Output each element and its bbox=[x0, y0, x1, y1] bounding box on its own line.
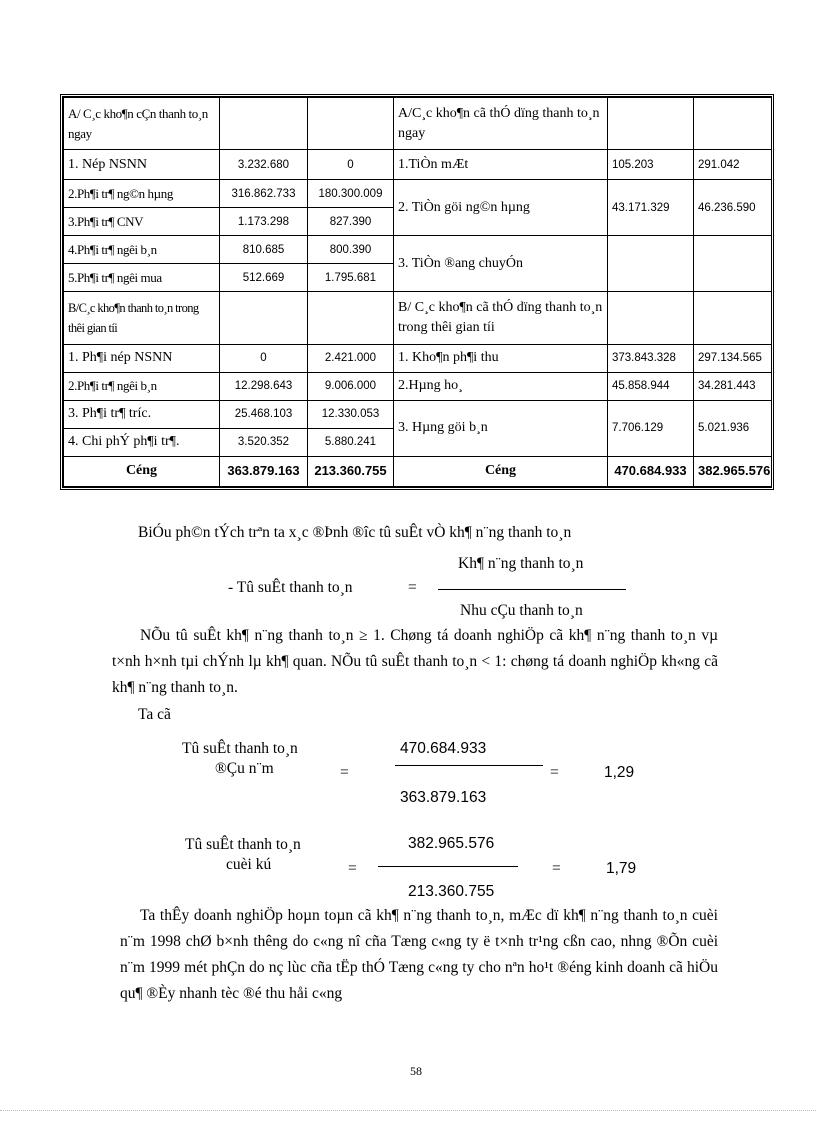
cell: 34.281.443 bbox=[694, 372, 772, 400]
balance-table bbox=[60, 94, 774, 490]
cell: B/C¸c kho¶n thanh to¸n trong thêi gian tíi bbox=[64, 292, 220, 344]
calc2-equals-2: = bbox=[552, 860, 561, 877]
calc1-equals: = bbox=[340, 764, 349, 781]
paragraph-1: NÕu tû suÊt kh¶ n¨ng thanh to¸n ≥ 1. Chøng tá doanh nghiÖp cã kh¶ n¨ng thanh to¸n vµ t×nh h×nh tµi chÝnh lµ kh¶ quan. NÕu tû suÊt thanh to¸n < 1: chøng tá doanh nghiÖp kh«ng cã kh¶ n¨ng thanh to¸n. bbox=[112, 627, 718, 696]
cell: 0 bbox=[220, 344, 308, 372]
table-row bbox=[64, 292, 772, 344]
calc2-numerator: 382.965.576 bbox=[408, 835, 495, 852]
cell: 9.006.000 bbox=[308, 372, 394, 400]
table-row bbox=[64, 344, 772, 372]
cell: 3.Ph¶i tr¶ CNV bbox=[64, 208, 220, 236]
cell: 373.843.328 bbox=[608, 344, 694, 372]
cell: 7.706.129 bbox=[608, 400, 694, 456]
page-edge-divider bbox=[0, 1110, 816, 1111]
page-number: 58 bbox=[410, 1064, 422, 1078]
calc2-label-1: Tû suÊt thanh to¸n bbox=[185, 836, 301, 853]
fraction-line bbox=[438, 589, 626, 590]
cell: 2.Ph¶i tr¶ ng©n hµng bbox=[64, 180, 220, 208]
calc1-numerator: 470.684.933 bbox=[400, 740, 487, 757]
calc1-denominator: 363.879.163 bbox=[400, 789, 487, 806]
cell bbox=[308, 292, 394, 344]
cell: 470.684.933 bbox=[608, 456, 694, 486]
table-row bbox=[64, 236, 772, 264]
cell: 297.134.565 bbox=[694, 344, 772, 372]
cell: 46.236.590 bbox=[694, 180, 772, 236]
cell: B/ C¸c kho¶n cã thÓ dïng thanh to¸n trong thêi gian tíi bbox=[394, 292, 608, 344]
table-row bbox=[64, 98, 772, 150]
cell bbox=[608, 236, 694, 292]
cell: 5.Ph¶i tr¶ ngêi mua bbox=[64, 264, 220, 292]
cell bbox=[694, 292, 772, 344]
cell: 12.298.643 bbox=[220, 372, 308, 400]
cell: 2.Ph¶i tr¶ ngêi b¸n bbox=[64, 372, 220, 400]
cell: 1.173.298 bbox=[220, 208, 308, 236]
calc2-result: 1,79 bbox=[606, 860, 637, 877]
cell: 105.203 bbox=[608, 150, 694, 180]
table-row bbox=[64, 180, 772, 208]
cell: 810.685 bbox=[220, 236, 308, 264]
cell bbox=[608, 98, 694, 150]
cell: 43.171.329 bbox=[608, 180, 694, 236]
cell bbox=[220, 292, 308, 344]
table-row bbox=[64, 150, 772, 180]
cell: 4. Chi phÝ ph¶i tr¶. bbox=[64, 428, 220, 456]
cell: A/ C¸c kho¶n cÇn thanh to¸n ngay bbox=[64, 98, 220, 150]
cell: 2.Hµng ho¸ bbox=[394, 372, 608, 400]
cell: 3. TiÒn ®ang chuyÓn bbox=[394, 236, 608, 292]
cell: Céng bbox=[394, 456, 608, 486]
cell: 800.390 bbox=[308, 236, 394, 264]
formula-label: - Tû suÊt thanh to¸n bbox=[228, 579, 353, 596]
cell: 1. Kho¶n ph¶i thu bbox=[394, 344, 608, 372]
cell bbox=[308, 98, 394, 150]
cell: A/C¸c kho¶n cã thÓ dïng thanh to¸n ngay bbox=[394, 98, 608, 150]
cell: 2.421.000 bbox=[308, 344, 394, 372]
fraction-line bbox=[395, 765, 543, 766]
cell: 5.021.936 bbox=[694, 400, 772, 456]
calc1-equals-2: = bbox=[550, 764, 559, 781]
cell: 316.862.733 bbox=[220, 180, 308, 208]
cell bbox=[694, 236, 772, 292]
calc2-denominator: 213.360.755 bbox=[408, 883, 495, 900]
cell: 12.330.053 bbox=[308, 400, 394, 428]
calc1-result: 1,29 bbox=[604, 764, 635, 781]
taco-text: Ta cã bbox=[138, 706, 171, 723]
cell: 1.795.681 bbox=[308, 264, 394, 292]
cell: 213.360.755 bbox=[308, 456, 394, 486]
cell: 25.468.103 bbox=[220, 400, 308, 428]
cell: 3.520.352 bbox=[220, 428, 308, 456]
calc1-label-2: ®Çu n¨m bbox=[215, 760, 274, 777]
cell: 0 bbox=[308, 150, 394, 180]
cell: 5.880.241 bbox=[308, 428, 394, 456]
fraction-line bbox=[378, 866, 518, 867]
cell: 363.879.163 bbox=[220, 456, 308, 486]
calc2-label-2: cuèi kú bbox=[226, 856, 272, 873]
cell: 512.669 bbox=[220, 264, 308, 292]
cell: 3. Hµng göi b¸n bbox=[394, 400, 608, 456]
formula-numerator: Kh¶ n¨ng thanh to¸n bbox=[458, 555, 584, 572]
cell bbox=[694, 98, 772, 150]
cell bbox=[220, 98, 308, 150]
cell: 45.858.944 bbox=[608, 372, 694, 400]
paragraph-2: Ta thÊy doanh nghiÖp hoµn toµn cã kh¶ n¨ng thanh to¸n, mÆc dï kh¶ n¨ng thanh to¸n cuèi n¨m 1998 chØ b×nh thêng do c«ng nî cña Tæng c«ng ty ë t×nh tr¹ng cßn cao, nhng ®Õn cuèi n¨m 1999 mét phÇn do nç lùc cña tËp thÓ Tæng c«ng ty cho nªn ho¹t ®éng kinh doanh cã hiÖu qu¶ ®Èy nhanh tèc ®é thu håi c«ng bbox=[120, 907, 718, 1002]
cell: 3.232.680 bbox=[220, 150, 308, 180]
cell: 291.042 bbox=[694, 150, 772, 180]
cell: 3. Ph¶i tr¶ tríc. bbox=[64, 400, 220, 428]
cell: 827.390 bbox=[308, 208, 394, 236]
calc1-label-1: Tû suÊt thanh to¸n bbox=[182, 740, 298, 757]
calc2-equals: = bbox=[348, 860, 357, 877]
cell: 382.965.576 bbox=[694, 456, 772, 486]
cell: 1.TiÒn mÆt bbox=[394, 150, 608, 180]
table-row bbox=[64, 400, 772, 428]
cell: 4.Ph¶i tr¶ ngêi b¸n bbox=[64, 236, 220, 264]
cell bbox=[608, 292, 694, 344]
cell: 180.300.009 bbox=[308, 180, 394, 208]
cell: 1. Ph¶i nép NSNN bbox=[64, 344, 220, 372]
cell: 1. Nép NSNN bbox=[64, 150, 220, 180]
cell: Céng bbox=[64, 456, 220, 486]
cell: 2. TiÒn göi ng©n hµng bbox=[394, 180, 608, 236]
table-row bbox=[64, 372, 772, 400]
formula-denominator: Nhu cÇu thanh to¸n bbox=[460, 602, 583, 619]
formula-equals: = bbox=[408, 579, 417, 596]
intro-text: BiÓu ph©n tÝch trªn ta x¸c ®Þnh ®îc tû suÊt vÒ kh¶ n¨ng thanh to¸n bbox=[138, 524, 572, 541]
table-total-row bbox=[64, 456, 772, 486]
